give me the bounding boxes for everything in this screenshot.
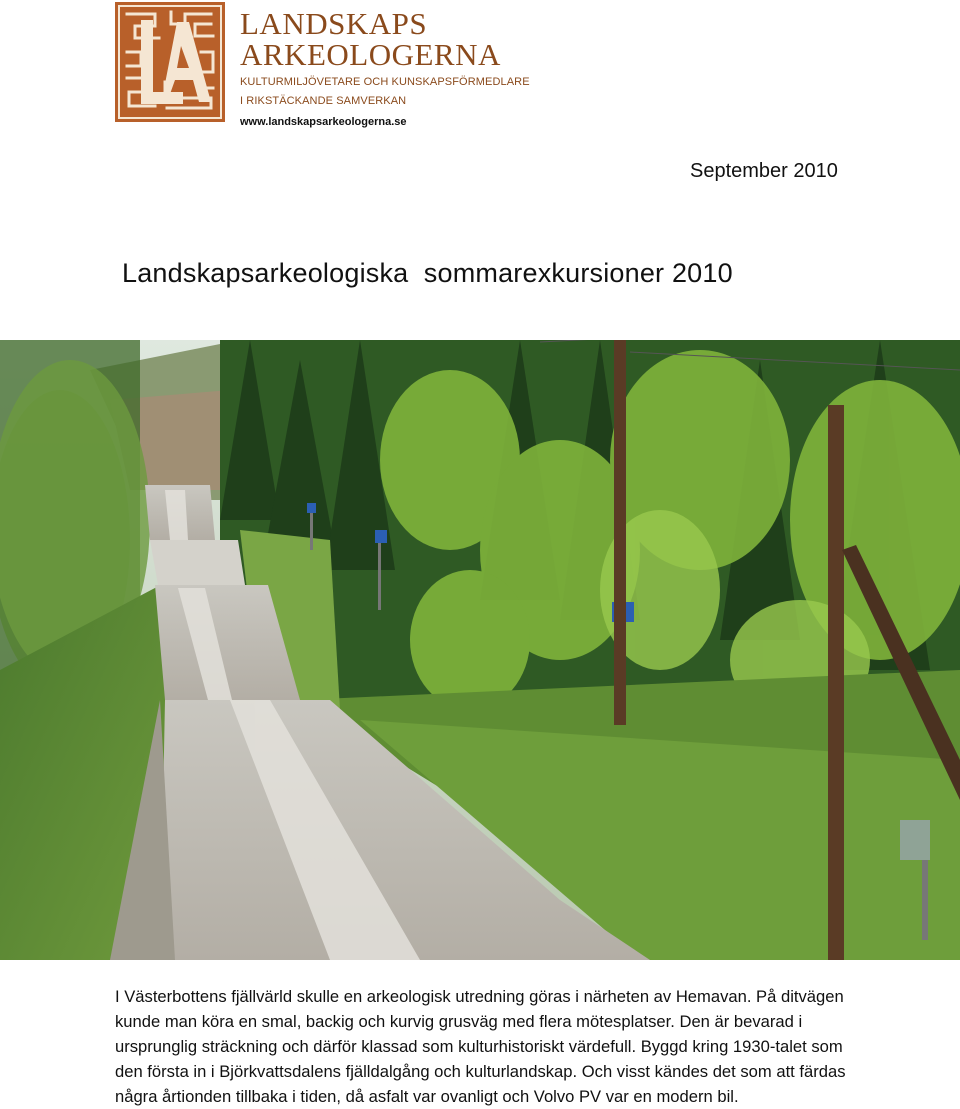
logo-brand xyxy=(240,8,530,128)
landskapsarkeologerna-logo-mark-icon xyxy=(115,2,225,122)
brand-tagline-line1: KULTURMILJÖVETARE OCH KUNSKAPSFÖRMEDLARE xyxy=(240,76,530,88)
document-date: September 2010 xyxy=(690,160,838,182)
document-title: Landskapsarkeologiska sommarexkursioner 2010 xyxy=(122,258,733,288)
brand-name-line1: LANDSKAPS xyxy=(240,6,428,41)
brand-name-line2: ARKEOLOGERNA xyxy=(240,37,501,72)
body-paragraph-block xyxy=(115,984,855,1109)
body-paragraph: I Västerbottens fjällvärld skulle en arkeologisk utredning göras i närheten av Hemavan. På ditvägen kunde man köra en smal, backig och kurvig grusväg med flera mötesplatser. Den är bevarad i ursprunglig sträckning och därför klassad som kulturhistoriskt värdefull. Byggd kring 1930-talet som den första in i Björkvattsdalens fjälldalgång och kulturlandskap. Och visst kändes det som att färdas några årtionden tillbaka i tiden, då asfalt var ovanligt och Volvo PV var en modern bil. xyxy=(115,987,846,1106)
brand-url: www.landskapsarkeologerna.se xyxy=(240,116,407,128)
brand-tagline-line2: I RIKSTÄCKANDE SAMVERKAN xyxy=(240,95,407,107)
logo xyxy=(115,2,530,128)
gravel-road-photo-icon xyxy=(0,340,960,960)
road-photo xyxy=(0,340,960,960)
